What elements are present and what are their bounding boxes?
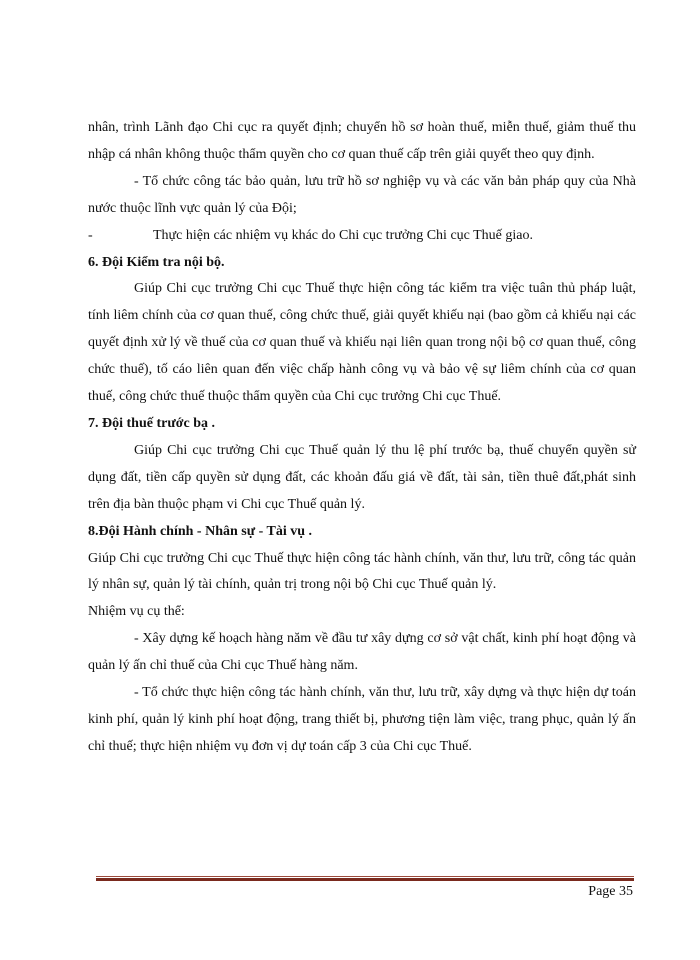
dash-marker: - xyxy=(88,227,93,243)
section-heading-7: 7. Đội thuế trước bạ . xyxy=(88,415,215,431)
paragraph-registration-fee: Giúp Chi cục trưởng Chi cục Thuế quản lý thu lệ phí trước bạ, thuế chuyển quyền sử dụng đất, tiền cấp quyền sử dụng đất, các khoản đấu giá về đất, tài sản, tiền thuê đất,phát sinh trên địa bàn thuộc phạm vi Chi cục Thuế quản lý. xyxy=(88,442,636,512)
paragraph-continuation: nhân, trình Lãnh đạo Chi cục ra quyết định; chuyển hồ sơ hoàn thuế, miễn thuế, giảm thuế thu nhập cá nhân không thuộc thẩm quyền cho cơ quan thuế cấp trên giải quyết theo quy định. xyxy=(88,120,636,162)
paragraph-archive-task: - Tổ chức công tác bảo quản, lưu trữ hồ sơ nghiệp vụ và các văn bản pháp quy của Nhà nước thuộc lĩnh vực quản lý của Đội; xyxy=(88,173,636,216)
paragraph-specific-duties: Nhiệm vụ cụ thể: xyxy=(88,604,185,620)
list-item-text: Thực hiện các nhiệm vụ khác do Chi cục trưởng Chi cục Thuế giao. xyxy=(153,227,533,243)
paragraph-admin-execution: - Tổ chức thực hiện công tác hành chính, văn thư, lưu trữ, xây dựng và thực hiện dự toán kinh phí, quản lý kinh phí hoạt động, trang thiết bị, phương tiện làm việc, trang phục, quản lý ấn chỉ thuế; thực hiện nhiệm vụ đơn vị dự toán cấp 3 của Chi cục Thuế. xyxy=(88,685,636,754)
paragraph-annual-plan: - Xây dựng kế hoạch hàng năm về đầu tư xây dựng cơ sở vật chất, kinh phí hoạt động và quản lý ấn chỉ thuế của Chi cục Thuế hàng năm. xyxy=(88,631,636,674)
document-body xyxy=(88,115,636,761)
list-item-other-tasks xyxy=(88,223,636,250)
footer-divider-thin xyxy=(96,876,634,877)
page-number: Page 35 xyxy=(588,884,633,899)
footer-divider-thick xyxy=(96,878,634,881)
section-heading-6: 6. Đội Kiểm tra nội bộ. xyxy=(88,254,225,270)
section-heading-8: 8.Đội Hành chính - Nhân sự - Tài vụ . xyxy=(88,523,313,539)
footer-divider xyxy=(96,876,634,881)
paragraph-internal-inspection: Giúp Chi cục trưởng Chi cục Thuế thực hiện công tác kiểm tra việc tuân thủ pháp luật, tính liêm chính của cơ quan thuế, công chức thuế, giải quyết khiếu nại (bao gồm cả khiếu nại các quyết định xử lý về thuế của cơ quan thuế và khiếu nại liên quan trong nội bộ cơ quan thuế, công chức thuế), tố cáo liên quan đến việc chấp hành công vụ và bảo vệ sự liêm chính của cơ quan thuế, công chức thuế thuộc thẩm quyền của Chi cục trưởng Chi cục Thuế. xyxy=(88,281,636,405)
paragraph-administration: Giúp Chi cục trưởng Chi cục Thuế thực hiện công tác hành chính, văn thư, lưu trữ, công tác quản lý nhân sự, quản lý tài chính, quản trị trong nội bộ Chi cục Thuế quản lý. xyxy=(88,550,636,593)
